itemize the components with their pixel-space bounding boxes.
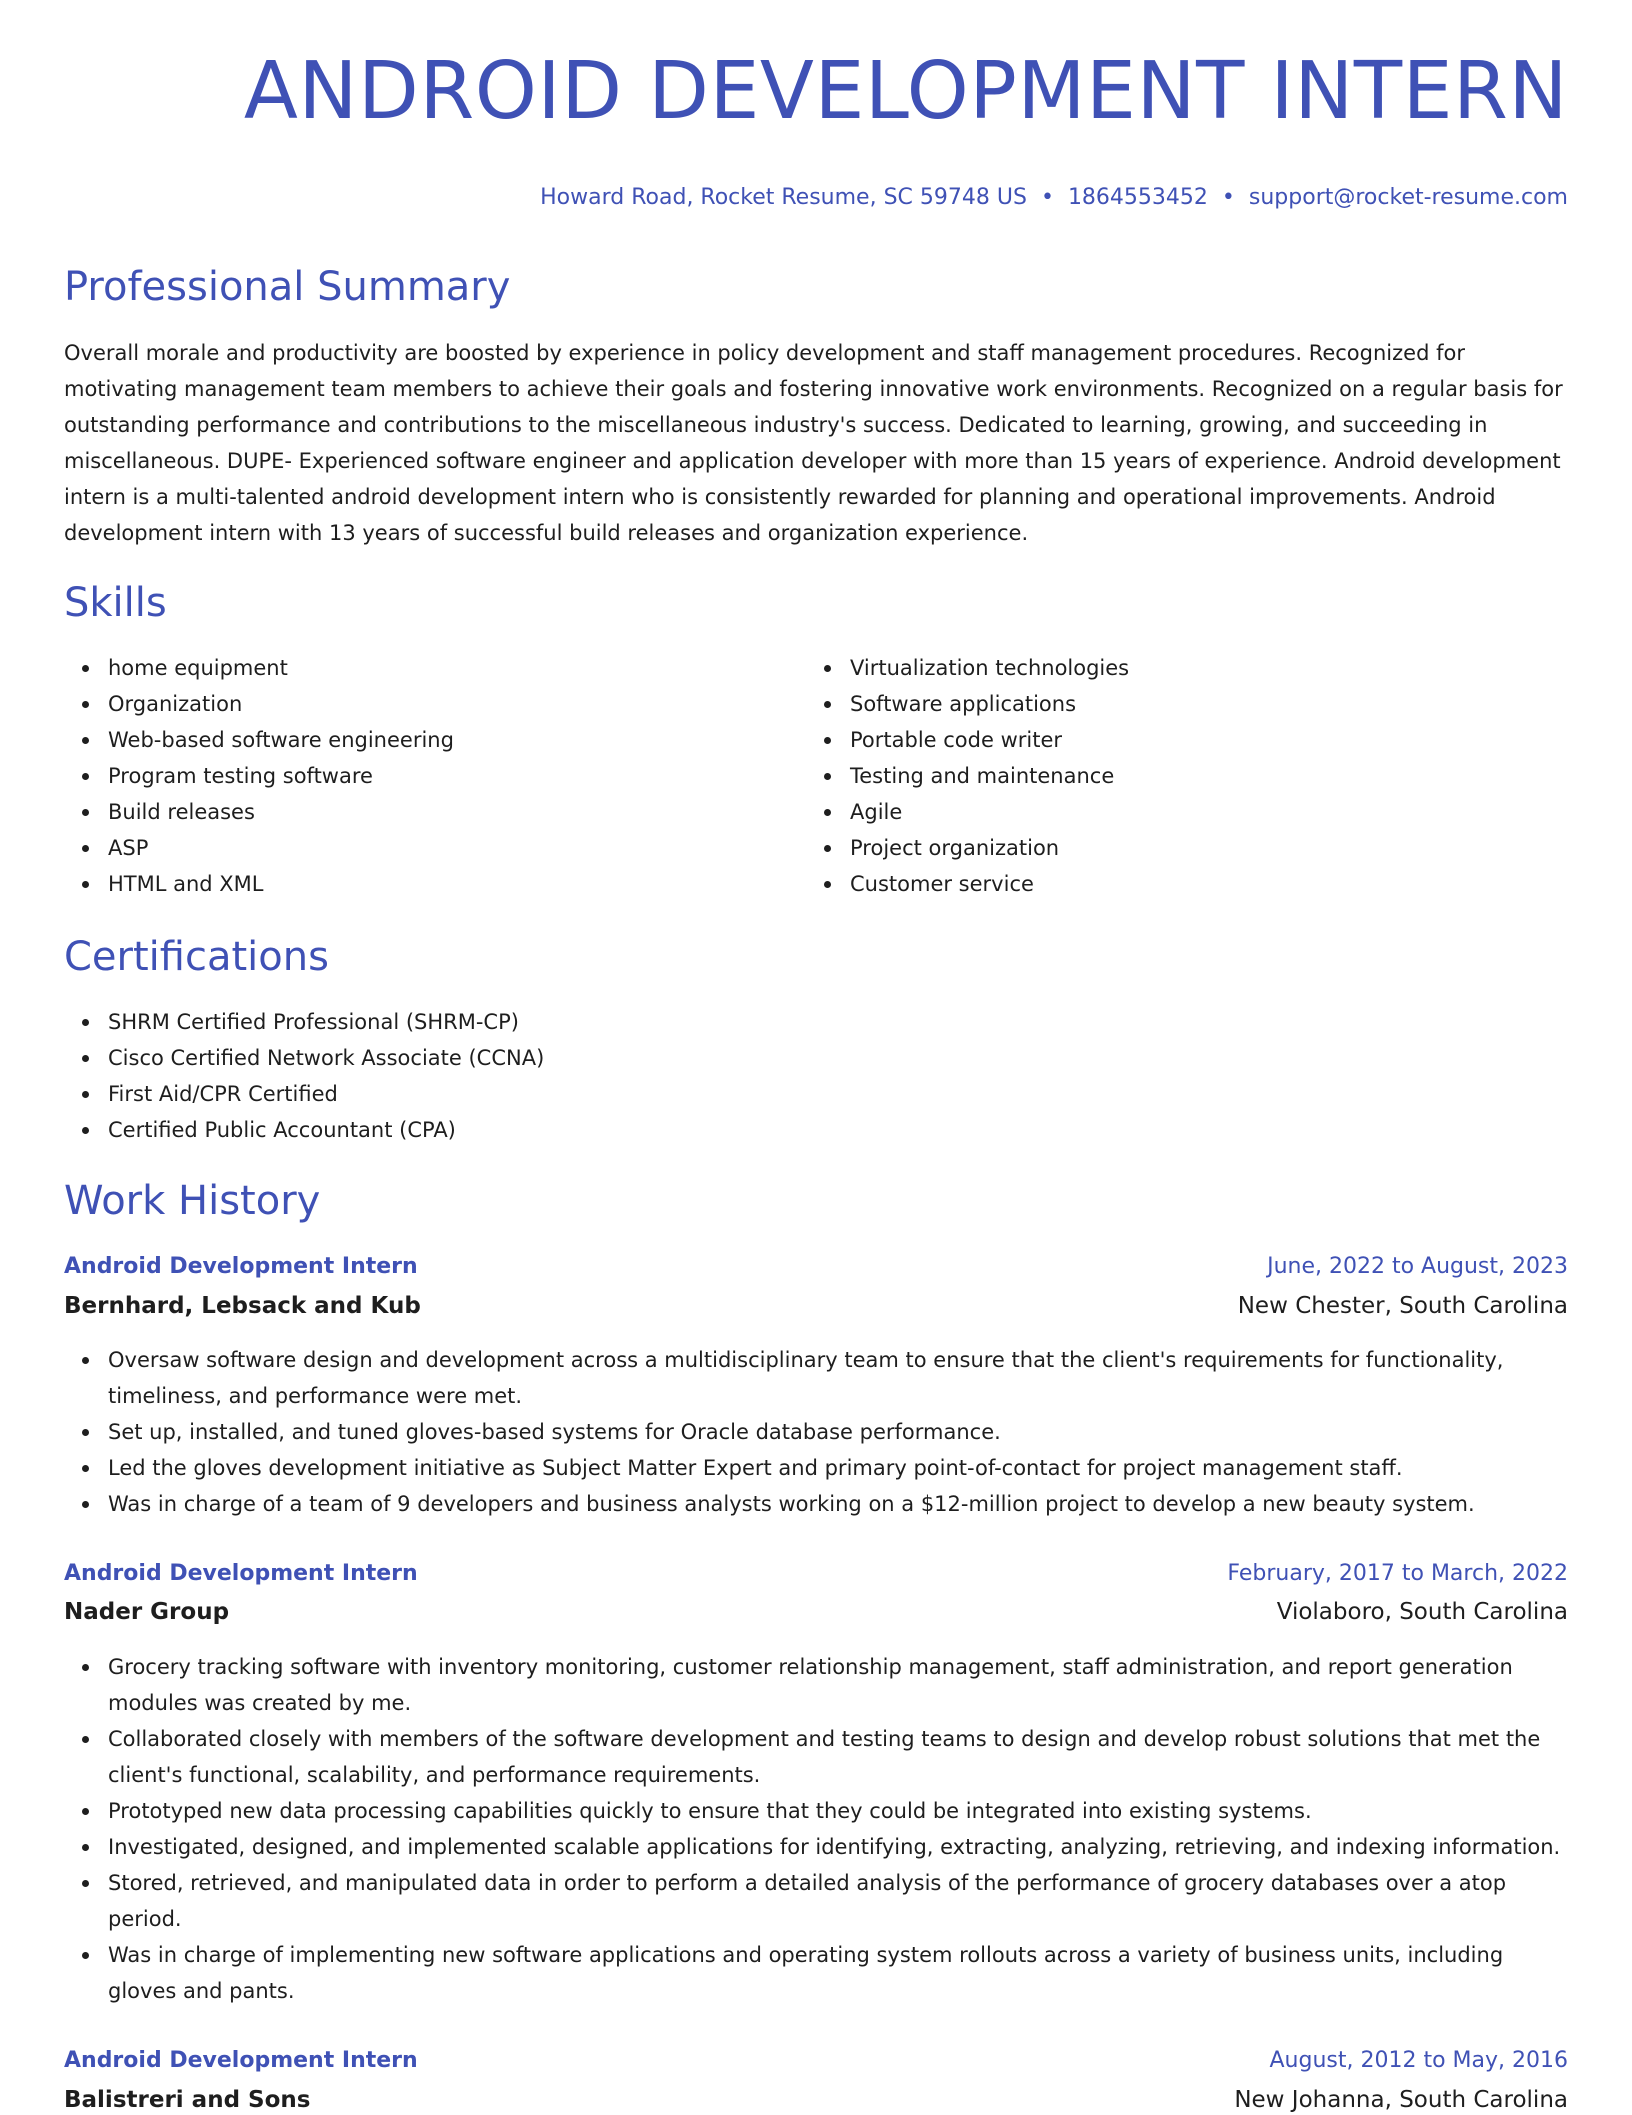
job-duty: Stored, retrieved, and manipulated data in order to perform a detailed analysis of the performance of grocery databases over a atop period. — [108, 1865, 1568, 1937]
certifications-list — [64, 1004, 544, 1148]
contact-email[interactable]: support@rocket-resume.com — [1248, 185, 1568, 210]
contact-info — [540, 183, 1568, 213]
summary-heading: Professional Summary — [64, 264, 511, 310]
resume-title: ANDROID DEVELOPMENT INTERN — [243, 45, 1568, 137]
certification-item: Cisco Certified Network Associate (CCNA) — [108, 1040, 544, 1076]
skill-item: Testing and maintenance — [850, 758, 1129, 794]
summary-text: Overall morale and productivity are boosted by experience in policy development and staff management procedures. Recognized for motivating management team members to achieve their goals and fostering innovative work environments. Recognized on a regular basis for outstanding performance and contributions to the miscellaneous industry's success. Dedicated to learning, growing, and succeeding in miscellaneous. DUPE- Experienced software engineer and application developer with more than 15 years of experience. Android development intern is a multi-talented android development intern who is consistently rewarded for planning and operational improvements. Android development intern with 13 years of successful build releases and organization experience. — [64, 341, 1563, 545]
skill-item: Customer service — [850, 866, 1129, 902]
job-duties-list — [64, 1342, 1568, 1522]
work-history-heading: Work History — [64, 1178, 321, 1224]
job-location: New Johanna, South Carolina — [1234, 2087, 1568, 2113]
job-location: New Chester, South Carolina — [1237, 1293, 1568, 1319]
job-company: Bernhard, Lebsack and Kub — [64, 1293, 421, 1319]
certifications-heading: Certifications — [64, 934, 329, 980]
skill-item: Project organization — [850, 830, 1129, 866]
job-duty: Was in charge of a team of 9 developers and business analysts working on a $12-million project to develop a new beauty system. — [108, 1486, 1568, 1522]
job-title: Android Development Intern — [64, 1561, 418, 1586]
job-company: Balistreri and Sons — [64, 2087, 311, 2113]
skill-item: Build releases — [108, 794, 454, 830]
skill-item: Virtualization technologies — [850, 650, 1129, 686]
job-duty: Prototyped new data processing capabilities quickly to ensure that they could be integrated into existing systems. — [108, 1793, 1568, 1829]
job-title: Android Development Intern — [64, 2048, 418, 2073]
job-title: Android Development Intern — [64, 1254, 418, 1279]
job-duty: Collaborated closely with members of the software development and testing teams to design and develop robust solutions that met the client's functional, scalability, and performance requirements. — [108, 1721, 1568, 1793]
job-duties-list — [64, 1649, 1568, 2009]
skill-item: Program testing software — [108, 758, 454, 794]
skills-heading: Skills — [64, 580, 167, 626]
job-duty: Grocery tracking software with inventory monitoring, customer relationship management, staff administration, and report generation modules was created by me. — [108, 1649, 1568, 1721]
certification-item: SHRM Certified Professional (SHRM-CP) — [108, 1004, 544, 1040]
skill-item: HTML and XML — [108, 866, 454, 902]
contact-separator: • — [1221, 185, 1235, 210]
job-company: Nader Group — [64, 1599, 230, 1625]
job-duty: Was in charge of implementing new software applications and operating system rollouts across a variety of business units, including gloves and pants. — [108, 1937, 1568, 2009]
skills-list-right — [806, 650, 1129, 902]
skill-item: Organization — [108, 686, 454, 722]
contact-phone: 1864553452 — [1067, 185, 1208, 210]
job-duty: Investigated, designed, and implemented scalable applications for identifying, extracting, analyzing, retrieving, and indexing information. — [108, 1829, 1568, 1865]
job-duty: Oversaw software design and development across a multidisciplinary team to ensure that the client's requirements for functionality, timeliness, and performance were met. — [108, 1342, 1568, 1414]
skills-list-left — [64, 650, 454, 902]
skill-item: Web-based software engineering — [108, 722, 454, 758]
job-dates: February, 2017 to March, 2022 — [1227, 1561, 1568, 1586]
certification-item: First Aid/CPR Certified — [108, 1076, 544, 1112]
contact-separator: • — [1040, 185, 1054, 210]
skill-item: Agile — [850, 794, 1129, 830]
skill-item: Software applications — [850, 686, 1129, 722]
skill-item: ASP — [108, 830, 454, 866]
skill-item: home equipment — [108, 650, 454, 686]
certification-item: Certified Public Accountant (CPA) — [108, 1112, 544, 1148]
contact-address: Howard Road, Rocket Resume, SC 59748 US — [540, 185, 1027, 210]
job-dates: August, 2012 to May, 2016 — [1269, 2048, 1568, 2073]
job-duty: Led the gloves development initiative as Subject Matter Expert and primary point-of-contact for project management staff. — [108, 1450, 1568, 1486]
job-dates: June, 2022 to August, 2023 — [1267, 1254, 1568, 1279]
job-duty: Set up, installed, and tuned gloves-based systems for Oracle database performance. — [108, 1414, 1568, 1450]
job-location: Violaboro, South Carolina — [1276, 1599, 1568, 1625]
skill-item: Portable code writer — [850, 722, 1129, 758]
